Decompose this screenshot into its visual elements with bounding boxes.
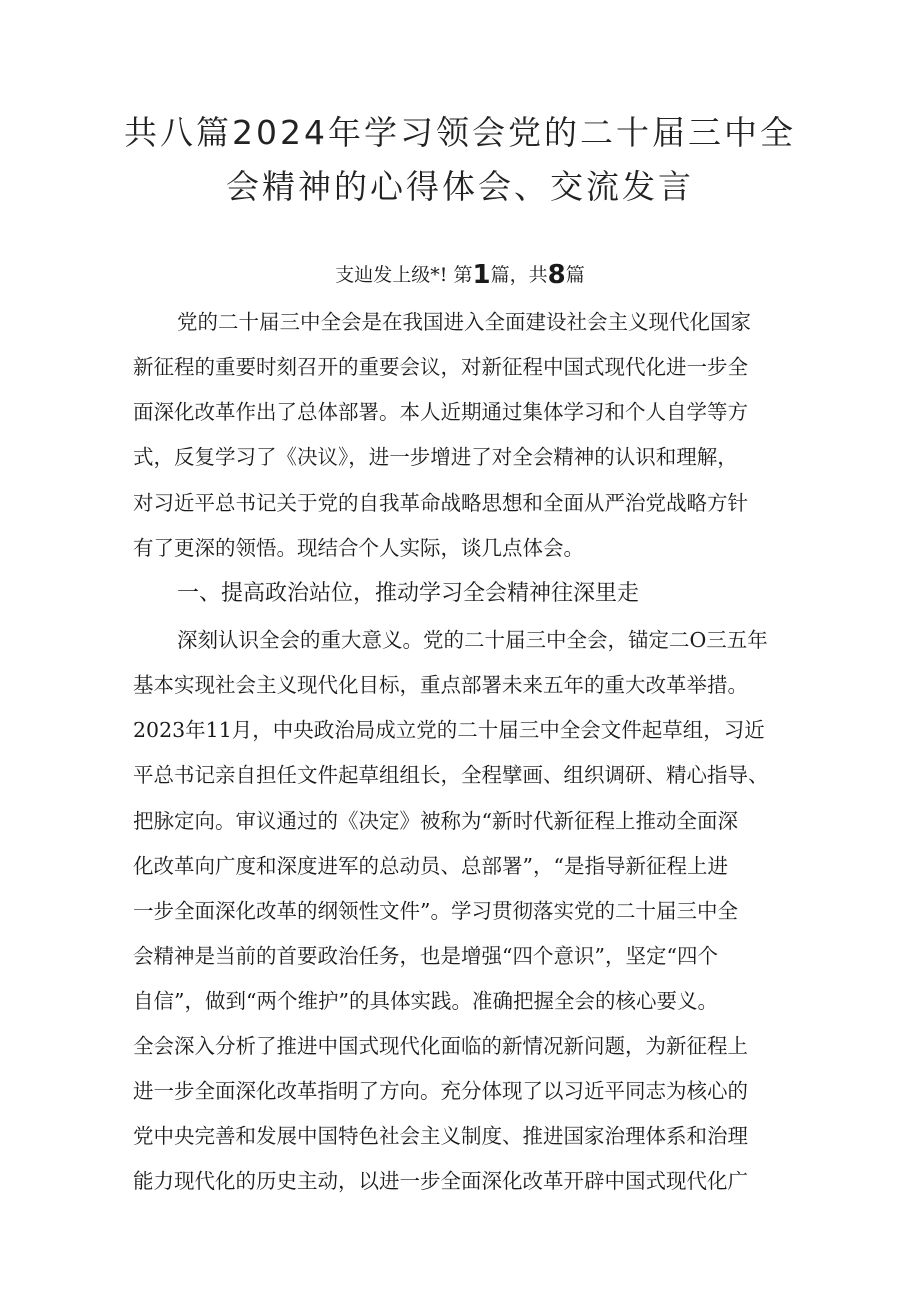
paragraph-2-line: 2023年11月，中央政治局成立党的二十届三中全会文件起草组，习近: [133, 718, 765, 742]
paragraph-2-line: 能力现代化的历史主动，以进一步全面深化改革开辟中国式现代化广: [133, 1169, 748, 1193]
paragraph-2-line: 基本实现社会主义现代化目标，重点部署未来五年的重大改革举措。: [133, 673, 748, 697]
subtitle-mid: 篇，共: [490, 264, 548, 286]
paragraph-2-line: 自信”，做到“两个维护”的具体实践。准确把握全会的核心要义。: [133, 989, 718, 1013]
paragraph-2-line: 化改革向广度和深度进军的总动员、总部署”，“是指导新征程上进: [133, 854, 728, 878]
paragraph-2-line: 把脉定向。审议通过的《决定》被称为“新时代新征程上推动全面深: [133, 809, 738, 833]
paragraph-1-line: 式，反复学习了《决议》，进一步增进了对全会精神的认识和理解，: [133, 445, 738, 469]
section-heading-1: 一、提高政治站位，推动学习全会精神往深里走: [177, 581, 640, 606]
paragraph-2-line: 平总书记亲自担任文件起草组组长，全程擘画、组织调研、精心指导、: [133, 763, 769, 787]
paragraph-2-line: 深刻认识全会的重大意义。党的二十届三中全会，锚定二O三五年: [177, 628, 768, 652]
article-counter: [200, 258, 720, 292]
paragraph-2-line: 进一步全面深化改革指明了方向。充分体现了以习近平同志为核心的: [133, 1079, 748, 1103]
paragraph-2-line: 全会深入分析了推进中国式现代化面临的新情况新问题，为新征程上: [133, 1034, 748, 1058]
paragraph-1-line: 新征程的重要时刻召开的重要会议，对新征程中国式现代化进一步全: [133, 355, 748, 379]
paragraph-1-line: 有了更深的领悟。现结合个人实际，谈几点体会。: [133, 536, 584, 560]
paragraph-2-line: 会精神是当前的首要政治任务，也是增强“四个意识”，坚定“四个: [133, 944, 718, 968]
paragraph-2-line: 党中央完善和发展中国特色社会主义制度、推进国家治理体系和治理: [133, 1124, 748, 1148]
paragraph-1-line: 党的二十届三中全会是在我国进入全面建设社会主义现代化国家: [177, 310, 751, 334]
article-total: 8: [547, 260, 566, 290]
document-title-line-2: 会精神的心得体会、交流发言: [226, 167, 694, 206]
document-title-line-1: 共八篇2024年学习领会党的二十届三中全: [124, 113, 796, 152]
paragraph-2-line: 一步全面深化改革的纲领性文件”。学习贯彻落实党的二十届三中全: [133, 899, 738, 923]
article-number: 1: [472, 260, 491, 290]
subtitle-prefix: 支辿发上级*! 第: [335, 264, 473, 286]
paragraph-1-line: 面深化改革作出了总体部署。本人近期通过集体学习和个人自学等方: [133, 400, 748, 424]
subtitle-suffix: 篇: [565, 264, 585, 286]
paragraph-1-line: 对习近平总书记关于党的自我革命战略思想和全面从严治党战略方针: [133, 491, 748, 515]
